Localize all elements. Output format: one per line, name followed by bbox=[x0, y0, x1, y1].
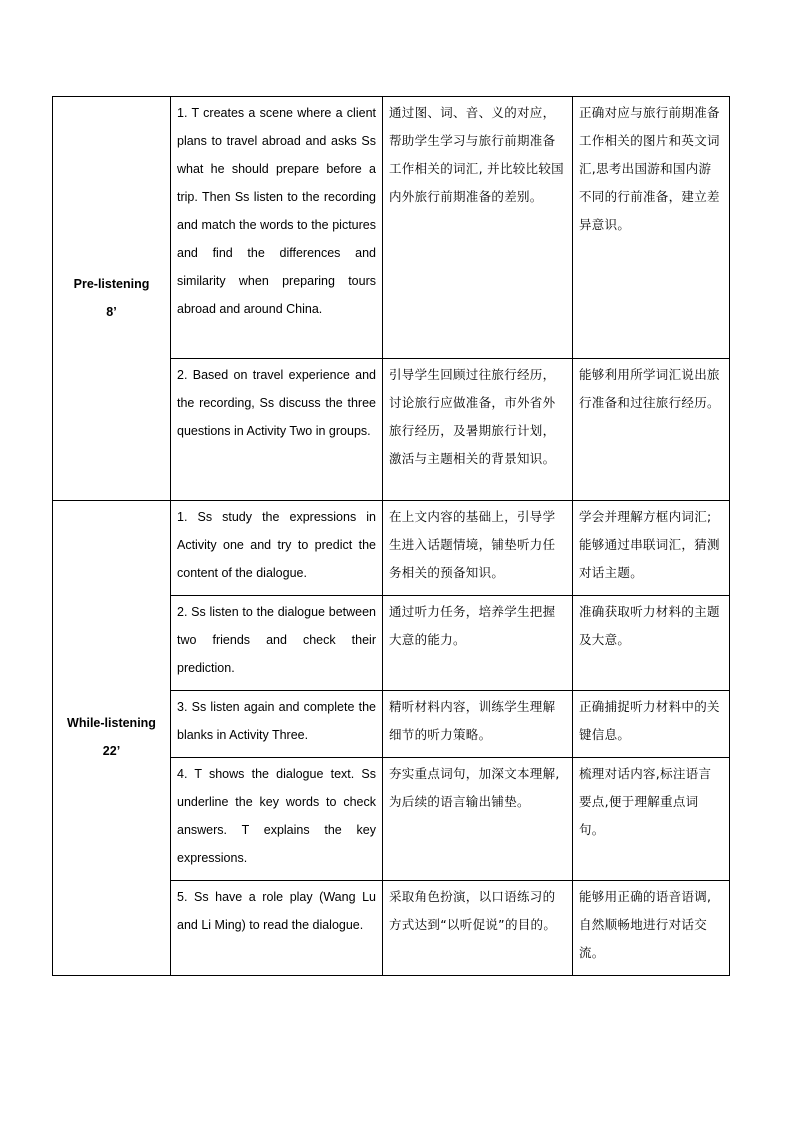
stage-cell-while-listening bbox=[53, 501, 171, 976]
purpose-cell: 在上文内容的基础上，引导学生进入话题情境，铺垫听力任务相关的预备知识。 bbox=[383, 501, 573, 596]
outcome-cell: 正确捕捉听力材料中的关键信息。 bbox=[573, 691, 730, 758]
table-row bbox=[53, 501, 730, 596]
purpose-cell: 采取角色扮演，以口语练习的方式达到“以听促说”的目的。 bbox=[383, 881, 573, 976]
activity-cell: 3. Ss listen again and complete the blanks in Activity Three. bbox=[171, 691, 383, 758]
activity-cell: 1. T creates a scene where a client plans to travel abroad and asks Ss what he should prepare before a trip. Then Ss listen to the recording and match the words to the pictures and find the differences and similarity when preparing tours abroad and around China. bbox=[171, 97, 383, 359]
stage-name: Pre-listening bbox=[73, 276, 150, 291]
outcome-cell: 正确对应与旅行前期准备工作相关的图片和英文词汇,思考出国游和国内游不同的行前准备，建立差异意识。 bbox=[573, 97, 730, 359]
stage-time: 8’ bbox=[106, 304, 117, 319]
purpose-cell: 引导学生回顾过往旅行经历，讨论旅行应做准备，市外省外旅行经历，及暑期旅行计划，激活与主题相关的背景知识。 bbox=[383, 359, 573, 501]
stage-cell-pre-listening bbox=[53, 97, 171, 501]
table-row bbox=[53, 97, 730, 359]
outcome-cell: 梳理对话内容,标注语言要点,便于理解重点词句。 bbox=[573, 758, 730, 881]
activity-cell: 4. T shows the dialogue text. Ss underline the key words to check answers. T explains the key expressions. bbox=[171, 758, 383, 881]
activity-cell: 2. Based on travel experience and the recording, Ss discuss the three questions in Activity Two in groups. bbox=[171, 359, 383, 501]
activity-cell: 5. Ss have a role play (Wang Lu and Li Ming) to read the dialogue. bbox=[171, 881, 383, 976]
outcome-cell: 准确获取听力材料的主题及大意。 bbox=[573, 596, 730, 691]
purpose-cell: 精听材料内容，训练学生理解细节的听力策略。 bbox=[383, 691, 573, 758]
purpose-cell: 通过听力任务，培养学生把握大意的能力。 bbox=[383, 596, 573, 691]
outcome-cell: 能够用正确的语音语调,自然顺畅地进行对话交流。 bbox=[573, 881, 730, 976]
activity-cell: 1. Ss study the expressions in Activity one and try to predict the content of the dialogue. bbox=[171, 501, 383, 596]
stage-time: 22’ bbox=[102, 744, 121, 758]
outcome-cell: 学会并理解方框内词汇;能够通过串联词汇，猜测对话主题。 bbox=[573, 501, 730, 596]
outcome-cell: 能够利用所学词汇说出旅行准备和过往旅行经历。 bbox=[573, 359, 730, 501]
stage-name: While-listening bbox=[67, 716, 156, 730]
activity-cell: 2. Ss listen to the dialogue between two friends and check their prediction. bbox=[171, 596, 383, 691]
purpose-cell: 通过图、词、音、义的对应，帮助学生学习与旅行前期准备工作相关的词汇, 并比较比较国内外旅行前期准备的差别。 bbox=[383, 97, 573, 359]
purpose-cell: 夯实重点词句，加深文本理解,为后续的语言输出铺垫。 bbox=[383, 758, 573, 881]
lesson-plan-table bbox=[52, 96, 730, 976]
